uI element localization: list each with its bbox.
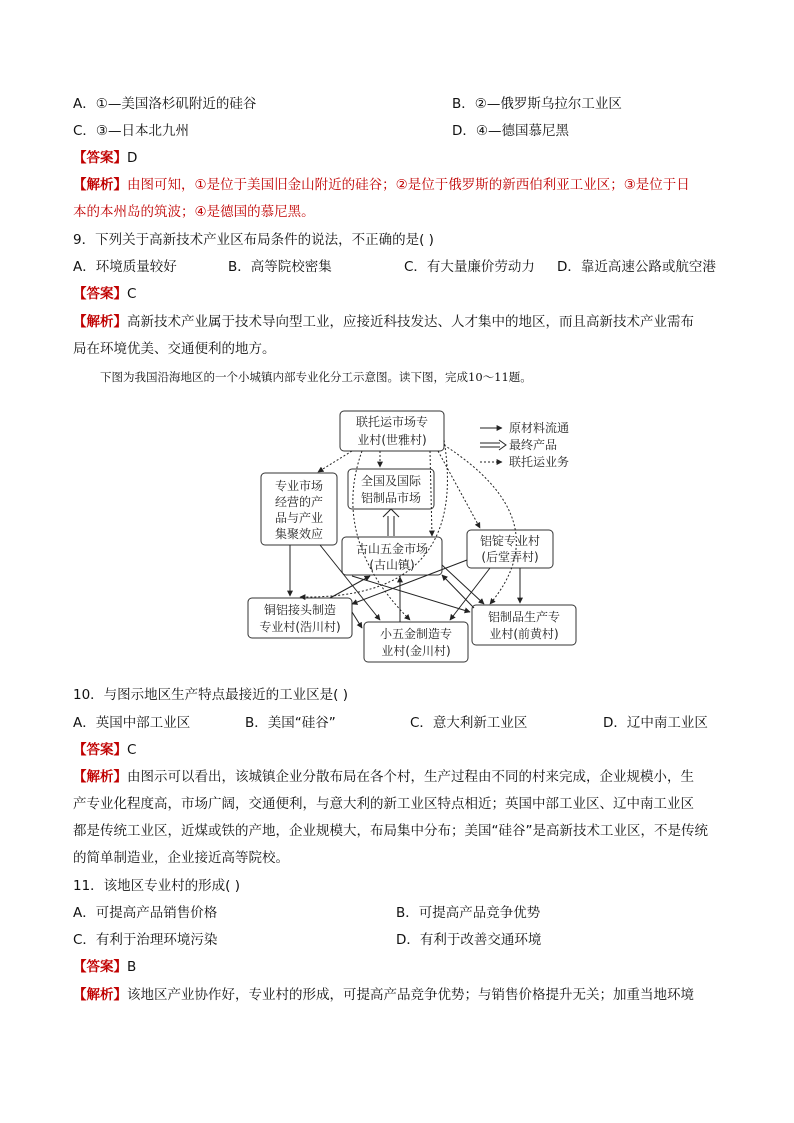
q10-option-b: B．美国“硅谷” (245, 715, 336, 731)
analysis-text: 高新技术产业属于技术导向型工业，应接近科技发达、人才集中的地区，而且高新技术产业需布 (127, 314, 694, 330)
q8-option-b: B．②—俄罗斯乌拉尔工业区 (452, 96, 622, 112)
final-product-arrow (383, 509, 399, 517)
q11-option-b: B．可提高产品竞争优势 (396, 905, 541, 921)
q8-option-d: D．④—德国慕尼黑 (452, 123, 569, 139)
legend-raw-label: 原材料流通 (509, 421, 570, 435)
analysis-text: 该地区产业协作好，专业村的形成，可提高产品竞争优势；与销售价格提升无关；加重当地环境 (127, 987, 694, 1003)
box-alu-line-1: 铝制品生产专 (487, 610, 561, 624)
q11-option-a: A．可提高产品销售价格 (73, 905, 218, 921)
analysis-text: 由图示可以看出，该城镇企业分散布局在各个村，生产过程由不同的村来完成，企业规模小，生 (127, 769, 694, 785)
answer-value: C (127, 286, 137, 302)
answer-value: D (127, 150, 138, 166)
box-ingot-line-2: (后堂弄村) (481, 550, 539, 564)
box-ingot-line-1: 铝锭专业村 (479, 534, 541, 548)
q11-stem: 11．该地区专业村的形成( ) (73, 878, 241, 894)
legend-final-label: 最终产品 (509, 438, 558, 452)
box-market-line-3: 品与产业 (274, 511, 324, 525)
q10-analysis-line-4: 的简单制造业，企业接近高等院校。 (73, 850, 289, 866)
raw-arrow (352, 612, 362, 628)
q10-option-d: D．辽中南工业区 (603, 715, 708, 731)
q9-option-b: B．高等院校密集 (228, 259, 332, 275)
answer-value: C (127, 742, 137, 758)
q10-analysis-line-3: 都是传统工业区，近煤或铁的产地，企业规模大，布局集中分布；美国“硅谷”是高新技术工业区，不是传统 (73, 823, 708, 839)
q9-analysis-line-1 (73, 313, 694, 331)
legend-final-arrow (499, 440, 506, 450)
q9-option-a: A．环境质量较好 (73, 259, 177, 275)
box-national-line-2: 铝制品市场 (360, 491, 422, 505)
analysis-tag: 【解析】 (73, 987, 127, 1003)
box-small-line-2: 业村(金川村) (381, 644, 451, 658)
analysis-tag: 【解析】 (73, 314, 127, 330)
q11-answer-line (73, 958, 136, 976)
box-gushan-line-2: (古山镇) (369, 558, 415, 572)
q11-option-c: C．有利于治理环境污染 (73, 932, 218, 948)
box-copper-line-2: 专业村(浩川村) (259, 620, 341, 634)
diagram-legend (480, 428, 506, 462)
analysis-tag: 【解析】 (73, 177, 127, 193)
analysis-tag: 【解析】 (73, 769, 127, 785)
q10-option-c: C．意大利新工业区 (410, 715, 528, 731)
q10-answer-line (73, 741, 136, 759)
legend-consign-label: 联托运业务 (509, 455, 570, 469)
box-alu-line-2: 业村(前黄村) (489, 627, 559, 641)
figure-caption: 下图为我国沿海地区的一个小城镇内部专业化分工示意图。读下图，完成10～11题。 (100, 370, 532, 384)
box-small-line-1: 小五金制造专 (379, 627, 453, 641)
q9-stem: 9．下列关于高新技术产业区布局条件的说法，不正确的是( ) (73, 232, 434, 248)
analysis-text: 由图可知，①是位于美国旧金山附近的硅谷；②是位于俄罗斯的新西伯利亚工业区；③是位于日 (127, 177, 690, 193)
box-market-line-2: 经营的产 (274, 495, 324, 509)
box-top-line-1: 联托运市场专 (355, 415, 429, 429)
q8-option-c: C．③—日本北九州 (73, 123, 190, 139)
answer-tag: 【答案】 (73, 959, 127, 975)
box-copper-line-1: 铜铝接头制造 (263, 603, 337, 617)
box-market-line-4: 集聚效应 (274, 527, 324, 541)
q10-stem: 10．与图示地区生产特点最接近的工业区是( ) (73, 687, 349, 703)
q8-answer-line (73, 149, 137, 167)
answer-tag: 【答案】 (73, 286, 127, 302)
q9-option-d: D．靠近高速公路或航空港 (557, 259, 716, 275)
box-gushan-line-1: 古山五金市场 (355, 542, 429, 556)
box-market-line-1: 专业市场 (274, 479, 324, 493)
q8-option-a: A．①—美国洛杉矶附近的硅谷 (73, 96, 257, 112)
q8-analysis-line-1 (73, 176, 690, 194)
q9-option-c: C．有大量廉价劳动力 (404, 259, 535, 275)
q11-option-d: D．有利于改善交通环境 (396, 932, 542, 948)
q9-analysis-line-2: 局在环境优美、交通便利的地方。 (73, 341, 276, 357)
q10-analysis-line-2: 产专业化程度高，市场广阔，交通便利，与意大利的新工业区特点相近；英国中部工业区、辽中南工业区 (73, 796, 694, 812)
answer-tag: 【答案】 (73, 150, 127, 166)
answer-value: B (127, 959, 137, 975)
consign-arrow (438, 451, 480, 528)
q10-option-a: A．英国中部工业区 (73, 715, 191, 731)
answer-tag: 【答案】 (73, 742, 127, 758)
box-top-line-2: 业村(世雅村) (357, 433, 427, 447)
q10-analysis-line-1 (73, 768, 694, 786)
q11-analysis-line-1 (73, 986, 694, 1004)
q9-answer-line (73, 285, 136, 303)
consign-arrow (318, 451, 352, 472)
specialization-diagram (240, 404, 600, 666)
q8-analysis-line-2: 本的本州岛的筑波；④是德国的慕尼黑。 (73, 204, 315, 220)
box-national-line-1: 全国及国际 (360, 474, 422, 488)
